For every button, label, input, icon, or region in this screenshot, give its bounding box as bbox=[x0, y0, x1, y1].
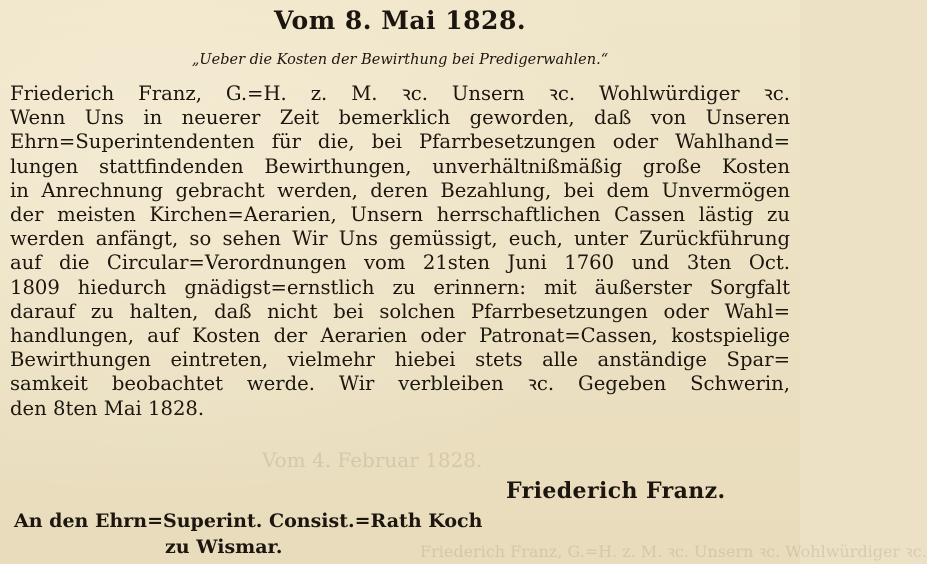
recipient-place: zu Wismar. bbox=[165, 536, 283, 558]
body-line: der meisten Kirchen=Aerarien, Unsern herrschaftlichen Cassen lästig zu bbox=[10, 203, 790, 227]
body-line: Friederich Franz, G.=H. z. M. ꝛc. Unsern ꝛc. Wohlwürdiger ꝛc. bbox=[10, 82, 790, 105]
decree-body bbox=[10, 82, 790, 421]
recipient-line: An den Ehrn=Superint. Consist.=Rath Koch bbox=[14, 510, 483, 532]
body-line: samkeit beobachtet werde. Wir verbleiben ꝛc. Gegeben Schwerin, bbox=[10, 372, 790, 396]
body-line: Ehrn=Superintendenten für die, bei Pfarrbesetzungen oder Wahlhand= bbox=[10, 130, 790, 154]
body-line: 1809 hiedurch gnädigst=ernstlich zu erinnern: mit äußerster Sorgfalt bbox=[10, 275, 790, 299]
body-line: auf die Circular=Verordnungen vom 21sten Juni 1760 und 3ten Oct. bbox=[10, 251, 790, 275]
body-line: werden anfängt, so sehen Wir Uns gemüssigt, euch, unter Zurückführung bbox=[10, 227, 790, 251]
body-line: lungen stattfindenden Bewirthungen, unverhältnißmäßig große Kosten bbox=[10, 154, 790, 178]
bleed-through-text: Friederich Franz, G.=H. z. M. ꝛc. Unsern ꝛc. Wohlwürdiger ꝛc. bbox=[420, 542, 927, 561]
body-line: darauf zu halten, daß nicht bei solchen Pfarrbesetzungen oder Wahl= bbox=[10, 299, 790, 323]
signature: Friederich Franz. bbox=[506, 478, 726, 504]
body-line: Wenn Uns in neuerer Zeit bemerklich geworden, daß von Unseren bbox=[10, 106, 790, 130]
body-line: den 8ten Mai 1828. bbox=[10, 396, 205, 420]
body-line: handlungen, auf Kosten der Aerarien oder Patronat=Cassen, kostspielige bbox=[10, 324, 790, 348]
document-subject: „Ueber die Kosten der Bewirthung bei Predigerwahlen.“ bbox=[191, 52, 609, 68]
document-heading: Vom 8. Mai 1828. bbox=[273, 6, 527, 35]
body-line: in Anrechnung gebracht werden, deren Bezahlung, bei dem Unvermögen bbox=[10, 178, 790, 202]
body-line: Bewirthungen eintreten, vielmehr hiebei stets alle anständige Spar= bbox=[10, 348, 790, 372]
bleed-through-text: Vom 4. Februar 1828. bbox=[262, 448, 483, 472]
